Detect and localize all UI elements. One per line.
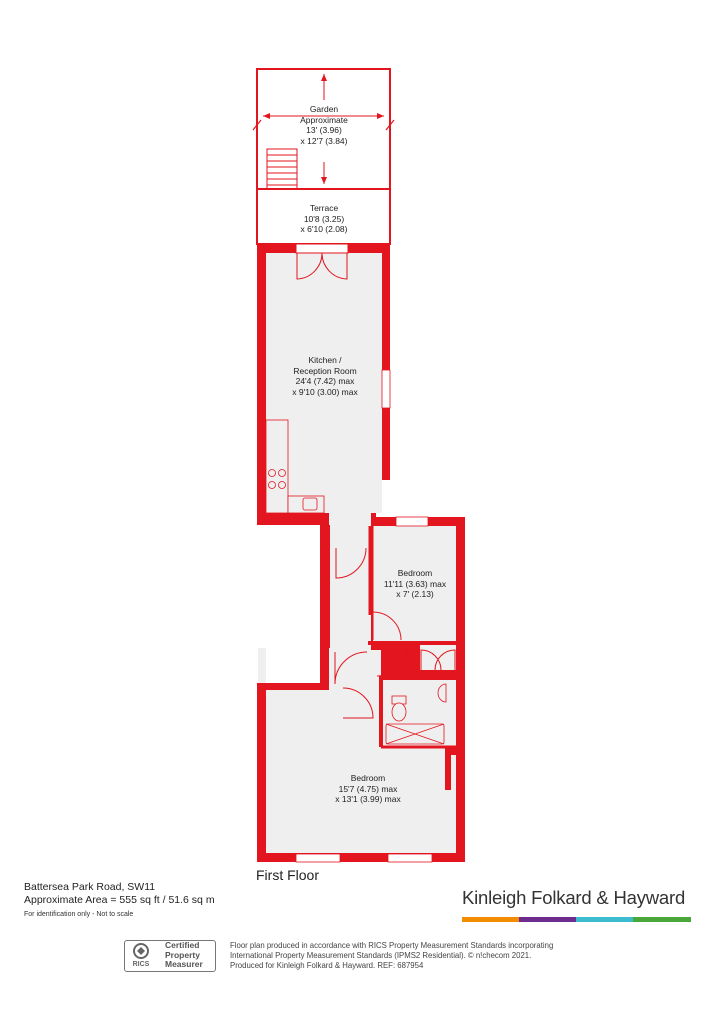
rics-line-3: Measurer — [165, 959, 203, 969]
legal-notice — [230, 941, 553, 971]
garden-sub: Approximate — [300, 114, 348, 125]
kitchen-name-1: Kitchen / — [308, 355, 342, 365]
kitchen-name-2: Reception Room — [293, 365, 357, 376]
bedroom-small-label — [370, 568, 460, 600]
kitchen-label — [275, 355, 375, 397]
property-area: Approximate Area = 555 sq ft / 51.6 sq m — [24, 894, 215, 906]
bedroom-large-name: Bedroom — [350, 773, 386, 783]
rics-line-2: Property — [165, 949, 200, 960]
terrace-label — [284, 203, 364, 235]
legal-line-2: International Property Measurement Standards (IPMS2 Residential). © n!checom 2021. — [230, 951, 532, 960]
rics-line-1: Certified — [165, 940, 200, 950]
garden-dim-1: 13' (3.96) — [306, 125, 342, 135]
legal-line-3: Produced for Kinleigh Folkard & Hayward. REF: 687954 — [230, 961, 424, 970]
bedroom-small-name: Bedroom — [397, 568, 433, 578]
terrace-dim-2: x 6'10 (2.08) — [300, 224, 348, 234]
kitchen-dim-1: 24'4 (7.42) max — [295, 376, 355, 386]
rics-logo-text: RICS — [132, 961, 150, 968]
rics-certification — [165, 941, 203, 970]
garden-dim-2: x 12'7 (3.84) — [300, 135, 348, 146]
floor-areas — [266, 253, 456, 853]
garden-label — [284, 104, 364, 146]
rics-logo-icon — [127, 942, 155, 968]
terrace-dim-1: 10'8 (3.25) — [303, 213, 345, 224]
bedroom-small-dim-1: 11'11 (3.63) max — [383, 578, 447, 589]
bedroom-large-dim-2: x 13'1 (3.99) max — [335, 794, 401, 804]
floor-title: First Floor — [256, 867, 319, 883]
terrace-name: Terrace — [309, 203, 339, 213]
bedroom-small-dim-2: x 7' (2.13) — [396, 589, 434, 599]
brand-bar-orange — [462, 917, 519, 922]
scale-disclaimer: For identification only - Not to scale — [24, 911, 134, 918]
garden-name: Garden — [309, 104, 339, 114]
bedroom-large-dim-1: 15'7 (4.75) max — [338, 783, 398, 794]
brand-bar-purple — [519, 917, 576, 922]
property-address: Battersea Park Road, SW11 — [24, 881, 156, 893]
brand-name: Kinleigh Folkard & Hayward — [462, 887, 686, 908]
bedroom-large-label — [318, 773, 418, 805]
brand-bar-teal — [576, 917, 633, 922]
legal-line-1: Floor plan produced in accordance with RICS Property Measurement Standards incorporating — [230, 941, 554, 950]
brand-bar-green — [633, 917, 691, 922]
kitchen-dim-2: x 9'10 (3.00) max — [292, 386, 358, 397]
